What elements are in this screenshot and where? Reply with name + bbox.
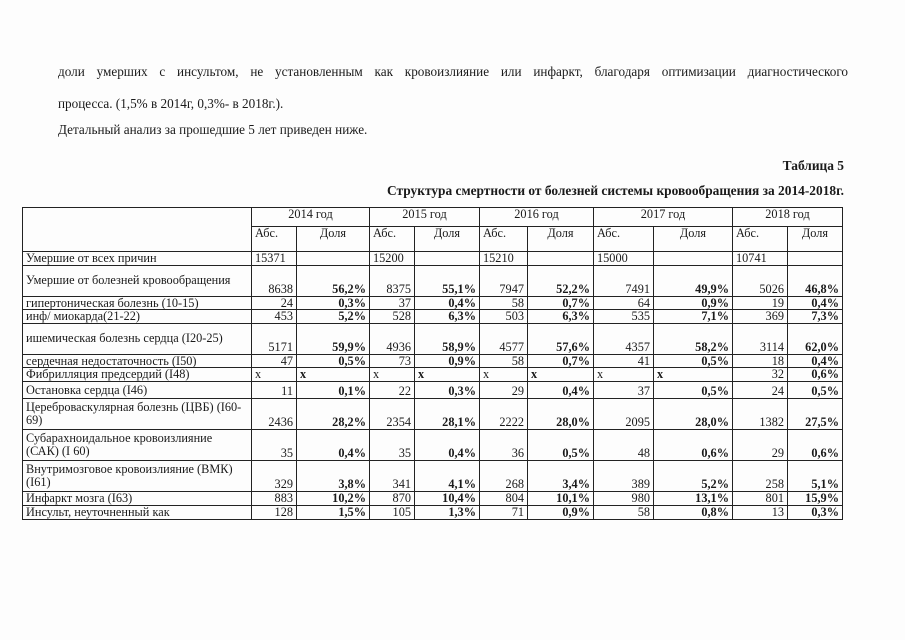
cell-abs: 128 bbox=[252, 505, 297, 519]
cell-abs: 4357 bbox=[594, 323, 654, 354]
cell-share: 0,5% bbox=[654, 354, 733, 368]
intro-line-2: процесса. (1,5% в 2014г, 0,3%- в 2018г.). bbox=[58, 96, 284, 111]
table-row bbox=[23, 381, 843, 398]
year-header-2018: 2018 год bbox=[733, 208, 843, 227]
cell-share: 5,1% bbox=[788, 460, 843, 491]
cell-abs: 535 bbox=[594, 310, 654, 324]
cell-abs: 18 bbox=[733, 354, 788, 368]
cell-share: 0,7% bbox=[528, 354, 594, 368]
cell-abs: 258 bbox=[733, 460, 788, 491]
sub-header-abs: Абс. bbox=[370, 227, 415, 252]
cell-abs: 22 bbox=[370, 381, 415, 398]
table-row bbox=[23, 323, 843, 354]
intro-line-3: Детальный анализ за прошедшие 5 лет приведен ниже. bbox=[58, 122, 368, 137]
cell-share: 0,7% bbox=[528, 296, 594, 310]
cell-share: 0,5% bbox=[788, 381, 843, 398]
cell-share: 10,4% bbox=[415, 491, 480, 505]
cell-abs: 11 bbox=[252, 381, 297, 398]
cell-share: 0,5% bbox=[528, 429, 594, 460]
cell-share: 5,2% bbox=[654, 460, 733, 491]
cell-share: 0,9% bbox=[415, 354, 480, 368]
year-header-row bbox=[23, 208, 843, 227]
cell-abs: 329 bbox=[252, 460, 297, 491]
cell-abs: 41 bbox=[594, 354, 654, 368]
cell-abs: 389 bbox=[594, 460, 654, 491]
cell-abs: 58 bbox=[480, 296, 528, 310]
cell-share: 1,3% bbox=[415, 505, 480, 519]
cell-abs: 503 bbox=[480, 310, 528, 324]
sub-header-share: Доля bbox=[788, 227, 843, 252]
cell-abs: 13 bbox=[733, 505, 788, 519]
cell-share: 0,9% bbox=[528, 505, 594, 519]
sub-header-share: Доля bbox=[654, 227, 733, 252]
cell-share: 55,1% bbox=[415, 265, 480, 296]
cell-share: 58,2% bbox=[654, 323, 733, 354]
sub-header-abs: Абс. bbox=[252, 227, 297, 252]
cell-share: 0,9% bbox=[654, 296, 733, 310]
cell-abs: 73 bbox=[370, 354, 415, 368]
cell-abs: 804 bbox=[480, 491, 528, 505]
cell-abs: 58 bbox=[594, 505, 654, 519]
cell-abs: 2222 bbox=[480, 398, 528, 429]
table-row bbox=[23, 460, 843, 491]
cell-share: 62,0% bbox=[788, 323, 843, 354]
cell-abs: 801 bbox=[733, 491, 788, 505]
cell-abs: 71 bbox=[480, 505, 528, 519]
cell-share: 0,5% bbox=[654, 381, 733, 398]
row-label: сердечная недостаточность (I50) bbox=[23, 354, 252, 368]
cell-abs: 528 bbox=[370, 310, 415, 324]
cell-abs: 35 bbox=[252, 429, 297, 460]
cell-share: 0,8% bbox=[654, 505, 733, 519]
row-label: Инсульт, неуточненный как bbox=[23, 505, 252, 519]
cell-abs: 453 bbox=[252, 310, 297, 324]
cell-abs: 37 bbox=[370, 296, 415, 310]
cell-share: 13,1% bbox=[654, 491, 733, 505]
cell-share: 0,6% bbox=[788, 429, 843, 460]
table-number: Таблица 5 bbox=[782, 158, 844, 173]
row-label: Цереброваскулярная болезнь (ЦВБ) (I60-69) bbox=[23, 398, 252, 429]
cell-abs: 15200 bbox=[370, 252, 415, 266]
cell-abs: 37 bbox=[594, 381, 654, 398]
cell-share: 0,4% bbox=[415, 296, 480, 310]
cell-abs: 1382 bbox=[733, 398, 788, 429]
cell-abs: 2354 bbox=[370, 398, 415, 429]
cell-abs: 883 bbox=[252, 491, 297, 505]
cell-share: 0,3% bbox=[788, 505, 843, 519]
cell-share: 0,4% bbox=[788, 296, 843, 310]
cell-share bbox=[297, 252, 370, 266]
cell-abs: 5171 bbox=[252, 323, 297, 354]
cell-share: 6,3% bbox=[415, 310, 480, 324]
table-title: Структура смертности от болезней системы кровообращения за 2014-2018г. bbox=[387, 183, 844, 198]
cell-share: 49,9% bbox=[654, 265, 733, 296]
table-row bbox=[23, 398, 843, 429]
cell-abs: 36 bbox=[480, 429, 528, 460]
table-row bbox=[23, 354, 843, 368]
cell-abs: 369 bbox=[733, 310, 788, 324]
cell-share: 6,3% bbox=[528, 310, 594, 324]
cell-abs: 5026 bbox=[733, 265, 788, 296]
cell-abs: 29 bbox=[733, 429, 788, 460]
cell-share: 0,6% bbox=[654, 429, 733, 460]
cell-abs: 15371 bbox=[252, 252, 297, 266]
cell-abs: 10741 bbox=[733, 252, 788, 266]
mortality-table bbox=[22, 207, 843, 520]
cell-share: 58,9% bbox=[415, 323, 480, 354]
year-header-2017: 2017 год bbox=[594, 208, 733, 227]
cell-abs: 47 bbox=[252, 354, 297, 368]
row-label: Фибрилляция предсердий (I48) bbox=[23, 368, 252, 382]
table-row bbox=[23, 505, 843, 519]
sub-header-abs: Абс. bbox=[733, 227, 788, 252]
sub-header-share: Доля bbox=[297, 227, 370, 252]
cell-abs: 8375 bbox=[370, 265, 415, 296]
cell-share: 28,0% bbox=[654, 398, 733, 429]
cell-abs: 58 bbox=[480, 354, 528, 368]
row-label: Остановка сердца (I46) bbox=[23, 381, 252, 398]
row-label: Умершие от болезней кровообращения bbox=[23, 265, 252, 296]
table-row bbox=[23, 310, 843, 324]
cell-abs: 105 bbox=[370, 505, 415, 519]
row-label: гипертоническая болезнь (10-15) bbox=[23, 296, 252, 310]
cell-share: 4,1% bbox=[415, 460, 480, 491]
table-row bbox=[23, 368, 843, 382]
table-body bbox=[23, 252, 843, 520]
cell-abs: x bbox=[594, 368, 654, 382]
year-header-2014: 2014 год bbox=[252, 208, 370, 227]
cell-share: 0,5% bbox=[297, 354, 370, 368]
cell-abs: 980 bbox=[594, 491, 654, 505]
cell-share: 3,4% bbox=[528, 460, 594, 491]
table-row bbox=[23, 252, 843, 266]
cell-abs: 29 bbox=[480, 381, 528, 398]
sub-header-abs: Абс. bbox=[594, 227, 654, 252]
cell-share: 27,5% bbox=[788, 398, 843, 429]
row-label: Умершие от всех причин bbox=[23, 252, 252, 266]
cell-share: 0,4% bbox=[528, 381, 594, 398]
table-row bbox=[23, 296, 843, 310]
cell-share: 7,3% bbox=[788, 310, 843, 324]
cell-share: 0,3% bbox=[297, 296, 370, 310]
cell-share bbox=[654, 252, 733, 266]
table-row bbox=[23, 491, 843, 505]
cell-abs: 268 bbox=[480, 460, 528, 491]
cell-share: 0,4% bbox=[788, 354, 843, 368]
cell-abs: 3114 bbox=[733, 323, 788, 354]
cell-share bbox=[415, 252, 480, 266]
cell-share: 0,1% bbox=[297, 381, 370, 398]
cell-share: 1,5% bbox=[297, 505, 370, 519]
cell-share: 28,2% bbox=[297, 398, 370, 429]
cell-share: 0,3% bbox=[415, 381, 480, 398]
row-label: Инфаркт мозга (I63) bbox=[23, 491, 252, 505]
cell-abs: 4577 bbox=[480, 323, 528, 354]
cell-abs: 8638 bbox=[252, 265, 297, 296]
cell-share: 59,9% bbox=[297, 323, 370, 354]
cell-share: 7,1% bbox=[654, 310, 733, 324]
cell-share: 15,9% bbox=[788, 491, 843, 505]
year-header-2015: 2015 год bbox=[370, 208, 480, 227]
cell-share: 52,2% bbox=[528, 265, 594, 296]
cell-share bbox=[788, 252, 843, 266]
cell-share: 0,4% bbox=[415, 429, 480, 460]
cell-share: 3,8% bbox=[297, 460, 370, 491]
cell-share: x bbox=[528, 368, 594, 382]
sub-header-abs: Абс. bbox=[480, 227, 528, 252]
cell-share: 0,6% bbox=[788, 368, 843, 382]
cell-abs: 48 bbox=[594, 429, 654, 460]
sub-header-share: Доля bbox=[528, 227, 594, 252]
row-label: инф/ миокарда(21-22) bbox=[23, 310, 252, 324]
year-header-2016: 2016 год bbox=[480, 208, 594, 227]
cell-share: x bbox=[415, 368, 480, 382]
cell-abs: 2095 bbox=[594, 398, 654, 429]
cell-abs: 35 bbox=[370, 429, 415, 460]
corner-cell bbox=[23, 208, 252, 252]
cell-share: x bbox=[297, 368, 370, 382]
cell-abs: x bbox=[370, 368, 415, 382]
row-label: ишемическая болезнь сердца (I20-25) bbox=[23, 323, 252, 354]
table-row bbox=[23, 265, 843, 296]
cell-abs: x bbox=[252, 368, 297, 382]
cell-abs: 19 bbox=[733, 296, 788, 310]
row-label: Субарахноидальное кровоизлияние (САК) (I 60) bbox=[23, 429, 252, 460]
cell-share: 28,0% bbox=[528, 398, 594, 429]
cell-abs: 870 bbox=[370, 491, 415, 505]
cell-abs: 7491 bbox=[594, 265, 654, 296]
cell-share bbox=[528, 252, 594, 266]
cell-abs: 32 bbox=[733, 368, 788, 382]
intro-line-1: доли умерших с инсультом, не установленным как кровоизлияние или инфаркт, благодаря оптимизации диагностического bbox=[58, 64, 848, 79]
cell-share: 57,6% bbox=[528, 323, 594, 354]
cell-share: 0,4% bbox=[297, 429, 370, 460]
cell-abs: 4936 bbox=[370, 323, 415, 354]
row-label: Внутримозговое кровоизлияние (ВМК) (I61) bbox=[23, 460, 252, 491]
cell-share: x bbox=[654, 368, 733, 382]
cell-abs: 15210 bbox=[480, 252, 528, 266]
cell-share: 5,2% bbox=[297, 310, 370, 324]
sub-header-share: Доля bbox=[415, 227, 480, 252]
cell-abs: 24 bbox=[733, 381, 788, 398]
cell-share: 56,2% bbox=[297, 265, 370, 296]
table-row bbox=[23, 429, 843, 460]
cell-abs: 341 bbox=[370, 460, 415, 491]
cell-share: 10,2% bbox=[297, 491, 370, 505]
cell-abs: x bbox=[480, 368, 528, 382]
cell-share: 10,1% bbox=[528, 491, 594, 505]
cell-abs: 2436 bbox=[252, 398, 297, 429]
cell-abs: 64 bbox=[594, 296, 654, 310]
cell-share: 28,1% bbox=[415, 398, 480, 429]
cell-share: 46,8% bbox=[788, 265, 843, 296]
cell-abs: 15000 bbox=[594, 252, 654, 266]
cell-abs: 24 bbox=[252, 296, 297, 310]
cell-abs: 7947 bbox=[480, 265, 528, 296]
